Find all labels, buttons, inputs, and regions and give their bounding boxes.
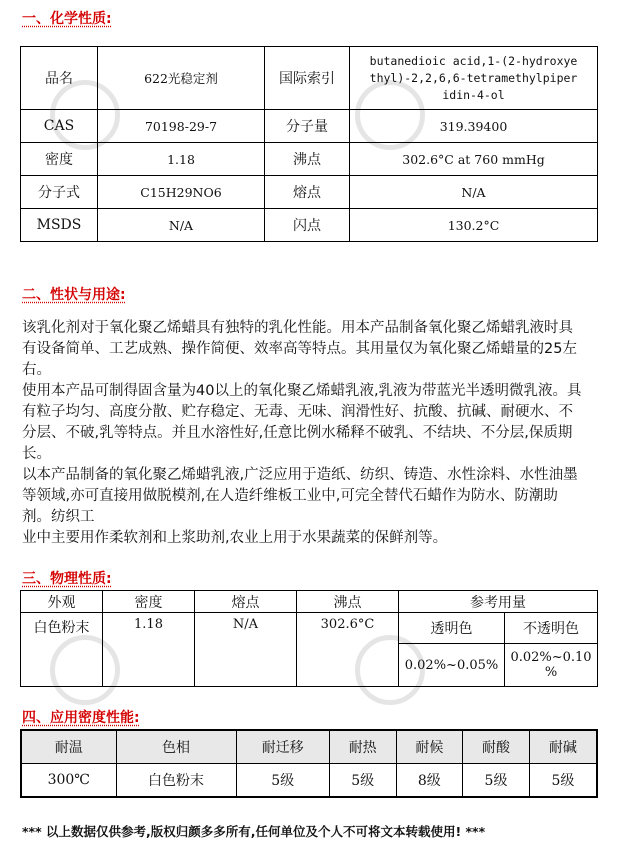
perf-value: 300℃ <box>21 764 116 798</box>
usage-text <box>22 318 586 549</box>
dose-transparent: 0.02%~0.05% <box>399 644 505 687</box>
header-dosage: 参考用量 <box>399 591 598 613</box>
value-fp: 130.2°C <box>350 209 598 242</box>
copyright-footer: *** 以上数据仅供参考,版权归颜多多所有,任何单位及个人不可将文本转载使用! *** <box>22 824 486 839</box>
perf-header: 耐碱 <box>529 730 597 764</box>
value-mp: N/A <box>350 176 598 209</box>
value-phys-bp: 302.6°C <box>297 613 399 687</box>
performance-table <box>20 729 598 798</box>
perf-value: 5级 <box>529 764 597 798</box>
value-name: 622光稳定剂 <box>98 47 265 110</box>
perf-value: 5级 <box>329 764 396 798</box>
usage-paragraph-3: 以本产品制备的氧化聚乙烯蜡乳液,广泛应用于造纸、纺织、铸造、水性涂料、水性油墨等领域,亦可直接用做脱模剂,在人造纤维板工业中,可完全替代石蜡作为防水、防潮助剂。纺织工 <box>22 467 578 525</box>
value-index <box>350 47 598 110</box>
label-cas: CAS <box>21 110 98 143</box>
value-cas: 70198-29-7 <box>98 110 265 143</box>
section-title-physical: 三、物理性质: <box>22 571 112 587</box>
value-appearance: 白色粉末 <box>21 613 103 687</box>
value-density: 1.18 <box>98 143 265 176</box>
perf-value: 白色粉末 <box>116 764 236 798</box>
index-line-3: idin-4-ol <box>442 87 505 102</box>
perf-header: 耐温 <box>21 730 116 764</box>
header-bp: 沸点 <box>297 591 399 613</box>
label-mp: 熔点 <box>265 176 350 209</box>
perf-header: 耐酸 <box>463 730 530 764</box>
value-phys-mp: N/A <box>195 613 297 687</box>
value-phys-density: 1.18 <box>103 613 195 687</box>
section-title-chemical: 一、化学性质: <box>22 11 112 27</box>
section-title-performance: 四、应用密度性能: <box>22 710 140 726</box>
label-name: 品名 <box>21 47 98 110</box>
dose-opaque <box>505 644 598 687</box>
value-msds: N/A <box>98 209 265 242</box>
usage-paragraph-4: 业中主要用作柔软剂和上浆助剂,农业上用于水果蔬菜的保鲜剂等。 <box>22 530 448 546</box>
value-bp: 302.6°C at 760 mmHg <box>350 143 598 176</box>
perf-header: 耐热 <box>329 730 396 764</box>
perf-header: 耐迁移 <box>236 730 329 764</box>
label-density: 密度 <box>21 143 98 176</box>
label-msds: MSDS <box>21 209 98 242</box>
usage-paragraph-2: 使用本产品可制得固含量为40以上的氧化聚乙烯蜡乳液,乳液为带蓝光半透明微乳液。具有粒子均匀、高度分散、贮存稳定、无毒、无味、润滑性好、抗酸、抗碱、耐硬水、不分层、不破,乳等特点。并且水溶性好,任意比例水稀释不破乳、不结块、不分层,保质期长。 <box>22 383 582 462</box>
label-fp: 闪点 <box>265 209 350 242</box>
dose-opaque-line-1: 0.02%~0.10 <box>510 650 592 665</box>
perf-header: 色相 <box>116 730 236 764</box>
section-title-usage: 二、性状与用途: <box>22 287 126 303</box>
label-mw: 分子量 <box>265 110 350 143</box>
value-mw: 319.39400 <box>350 110 598 143</box>
physical-properties-table <box>20 590 598 687</box>
chemical-properties-table <box>20 46 598 242</box>
header-mp: 熔点 <box>195 591 297 613</box>
index-line-2: thyl)-2,2,6,6-tetramethylpiper <box>369 70 578 85</box>
label-index: 国际索引 <box>265 47 350 110</box>
label-formula: 分子式 <box>21 176 98 209</box>
subheader-transparent: 透明色 <box>399 613 505 644</box>
perf-value: 5级 <box>463 764 530 798</box>
value-formula: C15H29NO6 <box>98 176 265 209</box>
dose-opaque-line-2: % <box>544 665 558 680</box>
header-density: 密度 <box>103 591 195 613</box>
index-line-1: butanedioic acid,1-(2-hydroxye <box>369 53 578 68</box>
usage-paragraph-1: 该乳化剂对于氧化聚乙烯蜡具有独特的乳化性能。用本产品制备氧化聚乙烯蜡乳液时具有设备简单、工艺成熟、操作简便、效率高等特点。其用量仅为氧化聚乙烯蜡量的25左右。 <box>22 320 577 378</box>
header-appearance: 外观 <box>21 591 103 613</box>
perf-value: 8级 <box>396 764 463 798</box>
label-bp: 沸点 <box>265 143 350 176</box>
perf-value: 5级 <box>236 764 329 798</box>
subheader-opaque: 不透明色 <box>505 613 598 644</box>
perf-header: 耐候 <box>396 730 463 764</box>
